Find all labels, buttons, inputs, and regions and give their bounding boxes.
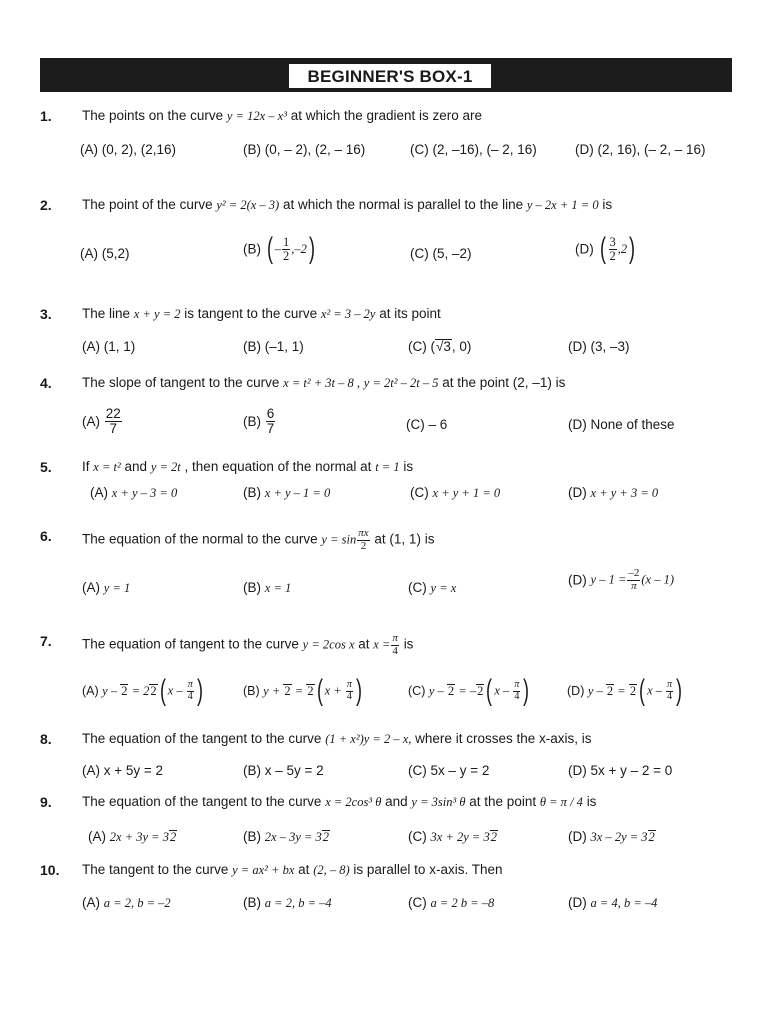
option-d: (D) (2, 16), (– 2, – 16): [575, 142, 706, 157]
option-d: (D) 3x – 2y = 32: [568, 829, 655, 844]
question-text: The tangent to the curve y = ax² + bx at (2, – 8) is parallel to x-axis. Then: [82, 862, 503, 877]
question-number: 4.: [40, 375, 52, 391]
question-text: The equation of the tangent to the curve (1 + x²)y = 2 – x, where it crosses the x-axis, is: [82, 731, 592, 746]
option-a: (A) (1, 1): [82, 339, 136, 354]
question-number: 7.: [40, 633, 52, 649]
question-text: The equation of tangent to the curve y = 2cos x at x = $\frac{\pi}{4}$ is: [82, 632, 414, 657]
option-d: (D) y – 1 = $\frac{-2}{\pi}$ (x – 1): [568, 567, 674, 592]
option-b: (B) 2x – 3y = 32: [243, 829, 330, 844]
question-text: The line x + y = 2 is tangent to the curve x² = 3 – 2y at its point: [82, 306, 441, 321]
option-d: (D) 5x + y – 2 = 0: [568, 763, 673, 778]
question-number: 3.: [40, 306, 52, 322]
question-text: The equation of the tangent to the curve x = 2cos³ θ and y = 3sin³ θ at the point θ = π / 4 is: [82, 794, 597, 809]
option-c: (C) (√3, 0): [408, 339, 472, 354]
option-b: (B) x = 1: [243, 580, 292, 595]
question-number: 2.: [40, 197, 52, 213]
option-c: (C) (2, –16), (– 2, 16): [410, 142, 537, 157]
option-d: (D) x + y + 3 = 0: [568, 485, 659, 500]
option-a: (A) x + 5y = 2: [82, 763, 164, 778]
option-a: (A) (0, 2), (2,16): [80, 142, 177, 157]
option-c: (C) y – 2 = –2 ( x – $\frac{\pi}{4}$ ): [408, 674, 530, 707]
option-b: (B) (0, – 2), (2, – 16): [243, 142, 366, 157]
option-c: (C) (5, –2): [410, 246, 472, 261]
option-c: (C) 3x + 2y = 32: [408, 829, 497, 844]
option-d: (D) y – 2 = 2 ( x – $\frac{\pi}{4}$ ): [567, 674, 683, 707]
question-number: 1.: [40, 108, 52, 124]
option-c: (C) x + y + 1 = 0: [410, 485, 501, 500]
question-number: 10.: [40, 862, 60, 878]
question-number: 6.: [40, 528, 52, 544]
option-b: (B) a = 2, b = –4: [243, 895, 332, 910]
question-text: The points on the curve y = 12x – x³ at which the gradient is zero are: [82, 108, 483, 123]
question-number: 9.: [40, 794, 52, 810]
option-a: (A) $\frac{22}{7}$: [82, 406, 121, 437]
option-a: (A) y = 1: [82, 580, 131, 595]
question-number: 5.: [40, 459, 52, 475]
question-text: The equation of the normal to the curve y = sin $\frac{\pi x}{2}$ at (1, 1) is: [82, 527, 435, 552]
option-b: (B) $\frac{6}{7}$: [243, 406, 275, 437]
option-b: (B) x – 5y = 2: [243, 763, 324, 778]
option-a: (A) y – 2 = 22 ( x – $\frac{\pi}{4}$ ): [82, 674, 203, 707]
question-text: The slope of tangent to the curve x = t² + 3t – 8 , y = 2t² – 2t – 5 at the point (2, –1) is: [82, 375, 566, 390]
option-a: (A) a = 2, b = –2: [82, 895, 171, 910]
option-c: (C) y = x: [408, 580, 457, 595]
option-c: (C) 5x – y = 2: [408, 763, 490, 778]
option-d: (D) (3, –3): [568, 339, 630, 354]
option-a: (A) 2x + 3y = 32: [88, 829, 177, 844]
option-b: (B) ( – $\frac{1}{2}$ ,–2): [243, 232, 315, 265]
option-d: (D) a = 4, b = –4: [568, 895, 658, 910]
page-title: BEGINNER'S BOX-1: [287, 62, 493, 90]
question-text: If x = t² and y = 2t , then equation of the normal at t = 1 is: [82, 459, 414, 474]
question-number: 8.: [40, 731, 52, 747]
option-c: (C) a = 2 b = –8: [408, 895, 495, 910]
option-a: (A) x + y – 3 = 0: [90, 485, 178, 500]
option-d: (D) None of these: [568, 417, 675, 432]
option-b: (B) x + y – 1 = 0: [243, 485, 331, 500]
option-a: (A) (5,2): [80, 246, 130, 261]
option-b: (B) y + 2 = 2 ( x + $\frac{\pi}{4}$ ): [243, 674, 362, 707]
option-b: (B) (–1, 1): [243, 339, 304, 354]
question-text: The point of the curve y² = 2(x – 3) at which the normal is parallel to the line y – 2x + 1 = 0 is: [82, 197, 613, 212]
option-c: (C) – 6: [406, 417, 448, 432]
option-d: (D) ( $\frac{3}{2}$ ,2): [575, 232, 636, 265]
